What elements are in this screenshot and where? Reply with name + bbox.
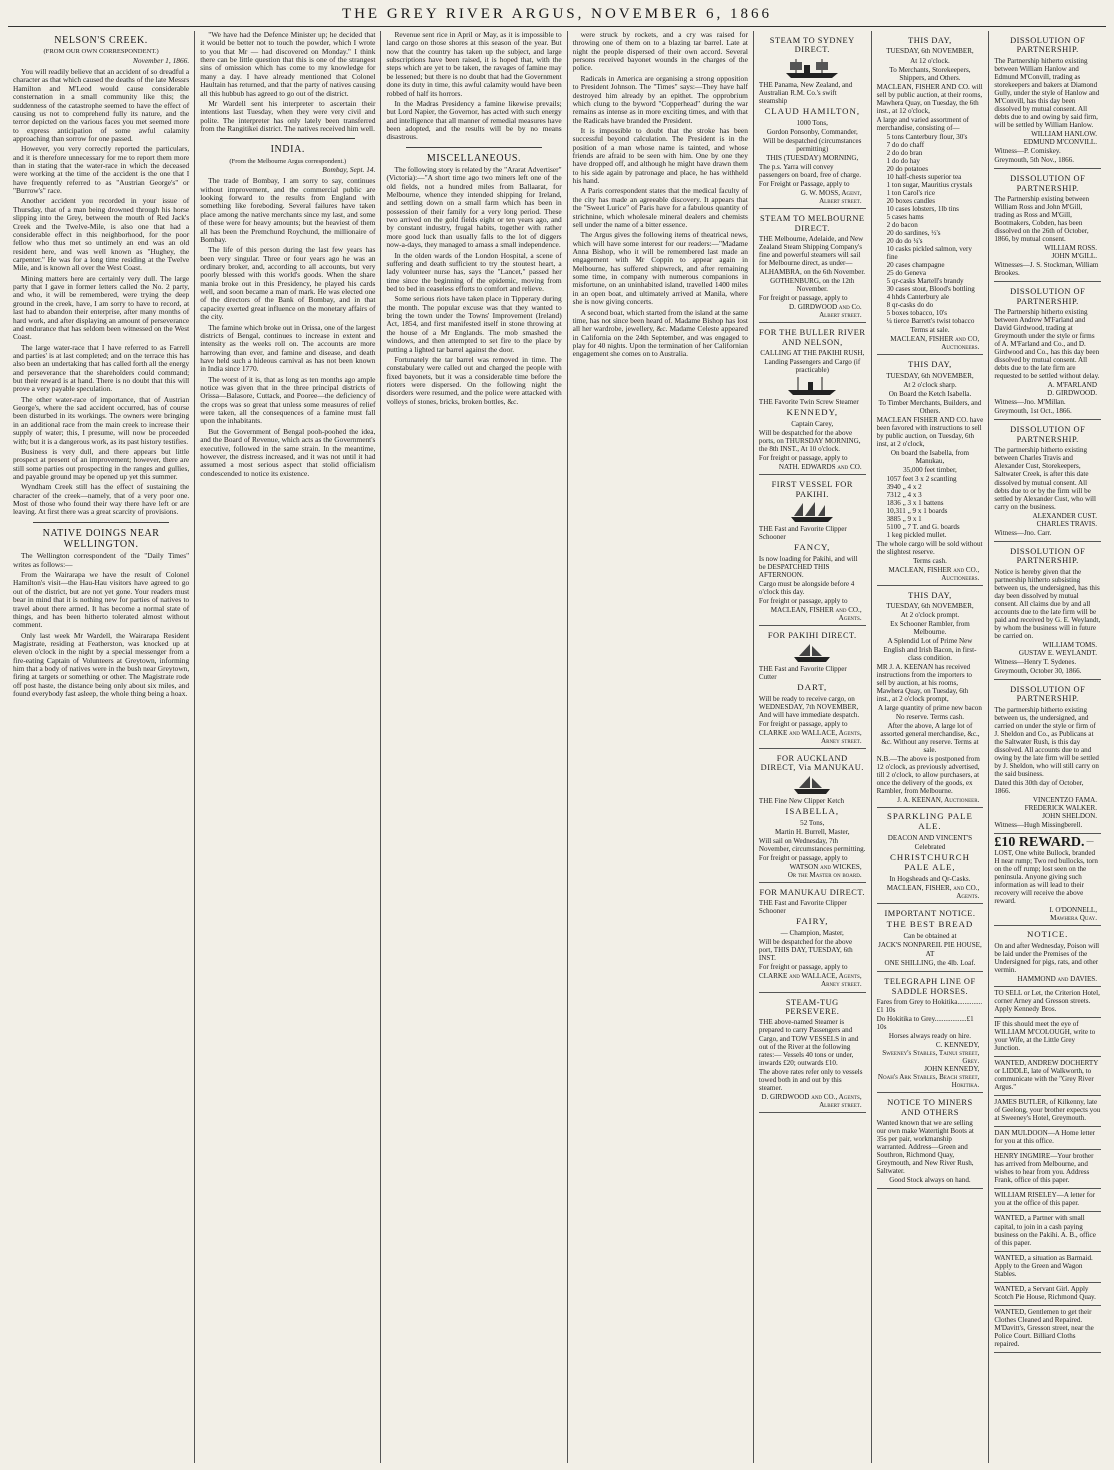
- ad-text: The Partnership hitherto existing between Andrew M'Farland and David Girdwood, trading at Greymouth under the style or firms of A. M'Farland and Co., and D. Girdwood and Co., has this day been dissolved by mutual consent. All debts due to the late firm are requested to be settled without delay.: [994, 308, 1100, 381]
- ad-text: For freight or passage, apply to: [758, 963, 848, 972]
- ad-text: The above rates refer only to vessels towed both in and out by this steamer.: [758, 1067, 863, 1092]
- list-item: 20 do potatoes: [886, 164, 928, 173]
- ad-saddle-horses: [877, 972, 984, 1093]
- ad-dissolution-toms: [994, 542, 1101, 680]
- list-item: 7312 „ 4 x 3: [886, 490, 922, 499]
- short-ad: [994, 1057, 1101, 1096]
- divider: [406, 147, 541, 148]
- steamship-icon: [784, 376, 840, 396]
- ad-text: JAMES BUTLER, of Kilkenny, late of Geelong, your brother expects you at Sweeney's Hotel, Greymouth.: [994, 1098, 1101, 1123]
- paragraph: In the olden wards of the London Hospital, a scene of suffering and death sufficient to try the stoutest heart, a lady volunteer nurse has, says the "Lancet," passed her time since the beginning of the epidemic, moving from bed to bed in ceaseless efforts to comfort and relieve.: [386, 250, 562, 293]
- ad-text: THE Fast and Favorite Clipper Schooner: [758, 899, 847, 916]
- list-item: 20 do sardines, ½'s: [886, 228, 941, 237]
- ad-buller-river: [759, 323, 866, 475]
- ad-text: WANTED, Gentlemen to get their Clothes Cleaned and Repaired. M'Davitt's, Gresson street, near the Police Court. Billiard Cloths repaired.: [994, 1307, 1094, 1348]
- paragraph: Mining matters here are certainly very dull. The large party that I gave in former letters called the No. 2 party, and who, it will be remembered, were trying the deep ground in the creek, have, I am sorry to have to record, at last had to abandon their enterprise, after many months of hard work, and after displaying an amount of perseverance and endurance that has seldom been witnessed on the West Coast.: [13, 273, 190, 342]
- list-item: 1 ton Carol's rice: [886, 188, 935, 197]
- paragraph: Revenue sent rice in April or May, as it is impossible to land cargo on those shores at this season of the year. But now that the country has taken up the subject, and large subscriptions have been raised, it is hoped that, with the steps which are yet to be taken, the ravages of famine may be lessened; but there is no doubt that had the Government done its duty in time, this awful calamity would have been robbed of half its horrors.: [386, 31, 562, 98]
- paragraph: A Paris correspondent states that the medical faculty of the city has made an agreeable discovery. It appears that the "Sweet Lurice" of Paris have for a fabulous quantity of strichnine, which wholesale mineral dealers and chemists sell under the name of a bitter essence.: [572, 186, 748, 229]
- divider: [220, 138, 355, 139]
- dateline: Bombay, Sept. 14.: [322, 165, 376, 175]
- divider: [33, 522, 169, 523]
- ad-heading: DISSOLUTION OF PARTNERSHIP.: [1010, 36, 1086, 55]
- ad-text: For freight or passage, apply to: [758, 719, 848, 728]
- ad-auction-bacon: [877, 586, 984, 808]
- ad-heading: SPARKLING PALE ALE.: [886, 810, 973, 831]
- ad-text: The Partnership existing between William Ross and John M'Gill, trading as Ross and M'Gill, Bootmakers, Cobden, has been dissolved on the 26th of October, 1866, by mutual consent.: [994, 195, 1090, 244]
- list-item: 1057 feet 3 x 2 scantling: [886, 474, 957, 483]
- ad-first-vessel-pakihi: [759, 475, 866, 626]
- signature: GUSTAV E. WEYLANDT.: [1018, 648, 1098, 657]
- signature: JOHN M'GILL.: [1051, 252, 1098, 261]
- ad-text: For freight or passage, apply to: [758, 597, 848, 606]
- ad-dissolution-hanlow: [994, 31, 1101, 169]
- sailing-ship-icon: [790, 643, 834, 663]
- list-item: 10 cases lobsters, 1lb tins: [886, 204, 959, 213]
- master: — Champion, Master,: [780, 929, 844, 938]
- auction-day: TUESDAY, 6th NOVEMBER,: [886, 602, 974, 611]
- auction-time: At 2 o'clock prompt.: [900, 611, 960, 620]
- witness: Witness—Jno. M'Millan.: [994, 398, 1066, 407]
- item-list: [877, 133, 984, 325]
- sailing-time: Is now loading for Pakihi, and will be DESPATCHED THIS AFTERNOON.: [758, 555, 858, 580]
- ad-text: WANTED, ANDREW DOCHERTY or LIDDLE, late of Walkworth, to communicate with the "Grey River Argus.": [994, 1059, 1099, 1092]
- ad-notice-poison: [994, 926, 1101, 987]
- paragraph: It is impossible to doubt that the stroke has been successful beyond calculation. The President is in the position of a man whose name is tainted, and whose friends are afraid to be seen with him. One by one they have dropped off, and although he might have drawn them to his side again by patronage and place, he has withheld his hand.: [572, 125, 748, 186]
- ad-heading: DISSOLUTION OF PARTNERSHIP.: [1010, 174, 1086, 193]
- paragraph: The trade of Bombay, I am sorry to say, continues without improvement, and the commercial public are looking forward to the results from England with something like foreboding. Several failures have taken place among the native merchants since my last, and some of these were for heavy amounts; but the heaviest of them all has been the Premchund Roychund, the millionaire of Bombay.: [200, 176, 376, 244]
- ad-heading: DISSOLUTION OF PARTNERSHIP.: [1010, 287, 1086, 306]
- ad-dissolution-sheldon: [994, 680, 1101, 834]
- address: Sweeney's Stables, Tainui street, Grey.: [882, 1049, 980, 1066]
- ad-text: THE Fine New Clipper Ketch: [758, 796, 845, 805]
- sailing-time: Will be ready to receive cargo, on WEDNESDAY, 7th NOVEMBER, And will have immediate despatch.: [758, 694, 860, 719]
- short-ad: [994, 1283, 1101, 1306]
- article-heading-native-doings: NATIVE DOINGS NEAR WELLINGTON.: [42, 527, 160, 551]
- ad-heading: FOR PAKIHI DIRECT.: [767, 631, 857, 641]
- list-item: 2 do do bran: [886, 148, 923, 157]
- ad-text: IF this should meet the eye of WILLIAM M'COLOUGH, write to your Wife, at the Little Grey Junction.: [994, 1020, 1096, 1053]
- ad-text: DAN MULDOON—A Home letter for you at this office.: [994, 1129, 1095, 1146]
- list-item: 1 ton sugar, Mauritius crystals: [886, 180, 973, 189]
- short-ad: [994, 1252, 1101, 1283]
- list-item: 20 boxes candles: [886, 196, 936, 205]
- ad-text: On and after Wednesday, Poison will be laid under the Premises of the Undersigned for pigs, rats, and other vermin.: [994, 942, 1100, 975]
- list-item: 20 cases champagne: [886, 260, 945, 269]
- signature: EDMUND M'CONVILL.: [1023, 138, 1098, 147]
- ad-text: After the above, A large lot of assorted general merchandise, &c., &c. Without any reserve. Terms at sale.: [880, 721, 980, 754]
- paragraph: The life of this person during the last few years has been very singular. Three or four years ago he was an ordinary broker, and, according to all accounts, but very poorly blessed with this world's goods. When the share mania broke out in this Presidency, he played his cards well, and soon became a man of mark. He was elected one of the directors of the Bank of Bombay, and in that capacity exerted great influence on the monetary affairs of the city.: [200, 245, 376, 322]
- terms: Terms cash.: [913, 556, 947, 565]
- ad-text: Can be obtained at: [903, 932, 957, 941]
- ship-name: ISABELLA,: [785, 805, 840, 816]
- list-item: 5100 „ 7 T. and G. boards: [886, 522, 960, 531]
- ship-name: FANCY,: [794, 542, 831, 553]
- ad-heading: FOR MANUKAU DIRECT.: [759, 887, 865, 897]
- ad-text: To Timber Merchants, Builders, and Others.: [878, 398, 982, 415]
- column-auctions: [871, 31, 989, 1463]
- ad-text: WILLIAM RISELEY—A letter for you at the office of this paper.: [994, 1191, 1095, 1208]
- ad-text: The whole cargo will be sold without the slightest reserve.: [876, 539, 983, 556]
- auction-day: TUESDAY, 6th NOVEMBER,: [886, 371, 974, 380]
- witness: Witness—P. Comiskey.: [994, 147, 1061, 156]
- list-item: 1 do do hay: [886, 156, 920, 165]
- ad-text: WANTED, a situation as Barmaid. Apply to the Green and Wagon Stables.: [994, 1253, 1093, 1278]
- signature: A. M'FARLAND: [1047, 381, 1098, 390]
- sailing-time: Will be despatched for the above port, THIS DAY, TUESDAY, 6th INST.: [758, 938, 853, 963]
- ad-auction-timber: [877, 355, 984, 586]
- product-name: CHRISTCHURCH PALE ALE,: [889, 851, 970, 872]
- address: Or the Master on board.: [787, 870, 862, 879]
- address: Mawhera Quay.: [1050, 914, 1098, 923]
- list-item: 2 do bacon: [886, 220, 918, 229]
- list-item: 10 half-chests superior tea: [886, 172, 962, 181]
- ad-text: On Board the Ketch Isabella.: [888, 389, 972, 398]
- agent: D. GIRDWOOD and CO., Agents,: [761, 1092, 862, 1101]
- list-item: 5 cases hams: [886, 212, 924, 221]
- paragraph: A second boat, which started from the island at the same time, has not since been heard of. Madame Bishop has lost all her wardrobe, jewellery, &c. Madame Celeste appeared in California on the 24th September, and was engaged to play for 40 nights. Upon the termination of her Californian engagement she comes on to Australia.: [572, 307, 748, 359]
- paragraph: The large water-race that I have referred to as Farrell and parties' is at last completed; and on the terrace this has also been an undertaking that has called forth all the energy and perseverance that the shareholders could command; but their reward is at hand. There is no doubt that this will prove a very payable speculation.: [13, 342, 190, 394]
- ship-name: FAIRY,: [796, 916, 829, 927]
- ad-text: A Splendid Lot of Prime New English and Irish Bacon, in first-class condition.: [883, 637, 977, 662]
- short-ad: [994, 987, 1101, 1018]
- list-item: 20 do do ¼'s: [886, 236, 923, 245]
- ad-text: Will be despatched (circumstances permitting): [763, 136, 862, 153]
- sailing-line: GOTHENBURG, on the 12th November.: [770, 277, 855, 294]
- ad-text: For freight or passage, apply to: [758, 294, 848, 303]
- signature: WILLIAM ROSS.: [1044, 244, 1098, 253]
- ad-auckland-direct: [759, 749, 866, 883]
- ad-text: —LOST, One white Bullock, branded H near rump; Two red bullocks, torn on the off rump; lost seen on the peninsula. Anyone giving such information as will lead to their recovery will receive the above reward.: [994, 836, 1098, 906]
- column-notices: [988, 31, 1106, 1463]
- ad-heading: TELEGRAPH LINE OF SADDLE HORSES.: [884, 977, 976, 996]
- date: Greymouth, 1st Oct., 1866.: [994, 407, 1072, 416]
- short-ad: [994, 1096, 1101, 1127]
- ad-text: TO SELL or Let, the Criterion Hotel, corner Arney and Gresson streets. Apply Kennedy Bros.: [994, 989, 1100, 1014]
- quantity: 35,000 feet timber,: [903, 465, 957, 474]
- ad-text: Horses always ready on hire.: [888, 1032, 972, 1041]
- price: ONE SHILLING, the 4lb. Loaf.: [884, 959, 976, 968]
- column-shipping: [753, 31, 871, 1463]
- ad-text: The Partnership hitherto existing between William Hanlow and Edmund M'Convill, trading as storekeepers and bakers at Diamond Gully, under the style of Hanlow and M'Convill, has this day been dissolved by mutual consent. All debts due to and owing by said firm, will be settled by William Hanlow.: [994, 56, 1100, 130]
- short-ad: [994, 1018, 1101, 1057]
- ad-auction-merchandise: [877, 31, 984, 355]
- list-item: ¼ tierce Barrett's twist tobacco: [886, 317, 975, 325]
- article-heading-nelsons-creek: NELSON'S CREEK.: [54, 35, 148, 46]
- signature: HAMMOND and DAVIES.: [1017, 975, 1098, 984]
- ad-manukau-direct: [759, 883, 866, 993]
- ad-steam-to-melbourne: [759, 209, 866, 323]
- ad-pale-ale: [877, 808, 984, 904]
- ad-text: THE above-named Steamer is prepared to carry Passengers and Cargo, and TOW VESSELS in and out of the River at the following rates:— Vessels 40 tons or under, inwards £20; outwards £10.: [758, 1018, 859, 1067]
- ad-best-bread: [877, 904, 984, 972]
- paragraph: Fortunately the tar barrel was removed in time. The constabulary were called out and charged the people with fixed bayonets, but it was a considerable time before the rioters were dispersed. On the following night the disorders were resumed, and the police were attacked with volleys of stones, bricks, broken bottles, &c.: [386, 354, 562, 406]
- ad-text: Good Stock always on hand.: [889, 1176, 971, 1185]
- article-heading-india: INDIA.: [270, 144, 306, 156]
- short-ad: [994, 1189, 1101, 1212]
- ad-text: Ex Schooner Rambler, from Melbourne.: [890, 620, 970, 637]
- signature: FREDERICK WALKER.: [1024, 803, 1098, 812]
- agent: WATSON and WICKES,: [789, 862, 862, 871]
- ad-heading: DISSOLUTION OF PARTNERSHIP.: [1010, 684, 1086, 704]
- sailing-time: THIS (TUESDAY) MORNING,: [766, 154, 859, 163]
- sailing-time: Will sail on Wednesday, 7th November, circumstances permitting.: [758, 836, 866, 853]
- paragraph: Wyndham Creek still has the effect of sustaining the character of the creek—namely, that of a very poor one. Most of those who found their way there have left or are leaving. At first there was a great scarcity of provisions.: [13, 482, 190, 517]
- short-ad: [994, 1306, 1101, 1353]
- ad-heading: STEAM-TUG PERSEVERE.: [785, 997, 840, 1016]
- agent: CLARKE and WALLACE, Agents,: [758, 972, 862, 981]
- master: Martin H. Burrell, Master,: [774, 827, 850, 836]
- paragraph: Mr Wardell sent his interpreter to ascertain their intentions last Tuesday, when they were very civil and polite. The interpreter has only lately been transferred from the Rangitikei district. The natives received him well.: [200, 98, 376, 133]
- tonnage: 1000 Tons,: [796, 118, 828, 127]
- ad-heading: THIS DAY,: [908, 360, 952, 370]
- terms: No reserve. Terms cash.: [895, 712, 965, 721]
- auction-time: At 12 o'clock.: [910, 56, 950, 65]
- ad-text: Wanted known that we are selling our own make Watertight Boots at 35s per pair, workmanship warranted. Address—Green and Southron, Richmond Quay, Greymouth, and New River Rush, Saltwater.: [876, 1119, 974, 1176]
- signature: JOHN SHELDON.: [1042, 811, 1098, 820]
- date: Greymouth, 5th Nov., 1866.: [994, 156, 1075, 165]
- ship-name: CLAUD HAMILTON,: [764, 106, 861, 117]
- paragraph: Business is very dull, and there appears but little prospect at present of an improvement; however, there are still some parties out prospecting in the ranges and gullies, and payable ground may be opened up yet this summer.: [13, 446, 190, 481]
- signature: I. O'DONNELL,: [1049, 906, 1098, 915]
- list-item: 3940 „ 4 x 2: [886, 482, 922, 491]
- ad-steam-to-sydney: [759, 31, 866, 209]
- fare-line: Fares from Grey to Hokitika..............£1 10s: [876, 998, 983, 1015]
- paragraph: You will readily believe that an accident of so dreadful a character as that which caused the deaths of the late Messrs Hamilton and M'Leod would cause considerable consternation in a small community like this; the suddenness of the catastrophe seemed to have the effect of causing us not to comprehend fully its nature, and the terror depicted on the various faces you met seemed more to express anticipation of some awful calamity approaching than sorrow for one passed.: [13, 67, 190, 143]
- ad-text: MR J. A. KEENAN has received instructions from the importers to sell by auction, at his rooms, Mawhera Quay, on Tuesday, 6th inst., at 2 o'clock prompt,: [876, 662, 972, 703]
- signature: MACLEAN, FISHER and CO, Auctioneers.: [890, 335, 980, 352]
- address: Albert street.: [819, 197, 862, 206]
- ad-heading: STEAM TO SYDNEY DIRECT.: [769, 36, 855, 55]
- witness: Witness—Jno. Carr.: [994, 528, 1052, 537]
- paragraph: However, you very correctly reported the particulars, and it is therefore unnecessary for me to report them more than in stating that the water-race in which the deceased were working at the time of the accident is the one that I have frequently referred to as "Austrian George's" or "Burrow's" race.: [13, 144, 190, 196]
- item-list: [877, 475, 984, 539]
- short-ad: [994, 1127, 1101, 1150]
- master: Gordon Ponsonby, Commander,: [766, 127, 858, 136]
- signature: VINCENTZO FAMA.: [1032, 795, 1098, 804]
- paragraph: The other water-race of importance, that of Austrian George's, where the sad accident occurred, has of course been disturbed in its workings. The owners were bringing in an additional race from the main creek to increase their supply of water; this, I presume, will now be proceeded with; but it is a dangerous work, as its past history testifies.: [13, 394, 190, 446]
- list-item: 1836 „ 3 x 1 battens: [886, 498, 944, 507]
- column-2: [194, 31, 380, 1463]
- ad-heading: IMPORTANT NOTICE.: [884, 908, 976, 918]
- byline: (FROM OUR OWN CORRESPONDENT.): [43, 48, 159, 56]
- ad-note: N.B.—The above is postponed from 12 o'clock, as previously advertised, till 2 o'clock, to allow purchasers, at once the delivery of the goods, ex Rambler, from Melbourne.: [876, 754, 980, 795]
- reward-heading: £10 REWARD.: [994, 834, 1085, 850]
- list-item: 30 cases stout, Blood's bottling: [886, 284, 975, 293]
- paragraph: In the Madras Presidency a famine likewise prevails; but Lord Napier, the Governor, has acted with such energy and intelligence that all manner of remedial measures have been adopted, and the results will be by no means disastrous.: [386, 98, 562, 142]
- ship-name: KENNEDY,: [786, 407, 839, 418]
- ad-heading: THIS DAY,: [908, 590, 952, 600]
- ad-text: For freight or passage, apply to: [758, 454, 848, 463]
- date: Dated this 30th day of October, 1866.: [994, 778, 1084, 795]
- ad-text: The partnership hitherto existing between us, the undersigned, and carried on under the style or firm of J. Sheldon and Co., as Publicans at the Saltwater Rush, is this day dissolved. All accounts due to and owing by the late firm will be settled by J. Sheldon, who will still carry on the said business.: [994, 705, 1099, 778]
- steamship-icon: [782, 57, 842, 79]
- list-item: 1 keg pickled mullet.: [886, 530, 947, 539]
- paragraph: The worst of it is, that as long as ten months ago ample notice was given that in the three principal districts of Orissa—Balasore, Cuttack, and Pooree—the deficiency of the crops was so great that unless some measures of relief were taken, all the consequences of a famine must fall upon the inhabitants.: [200, 374, 376, 426]
- paragraph: Only last week Mr Wardell, the Wairarapa Resident Magistrate, residing at Featherston, was knocked up at eleven o'clock in the night by a special messenger from a fire-eating Captain of Volunteers at Greytown, informing him that a body of natives were in the bush near Greytown, firing at targets or something or other. The Magistrate rode off post haste, the distance being only about six miles, and found everybody fast asleep, the whole thing being a hoax.: [13, 630, 190, 699]
- reward-text: [994, 834, 1101, 906]
- paragraph: The following story is related by the "Ararat Advertiser" (Victoria):—"A short time ago two miners left one of the old fields, not a hundred miles from Ballaarat, for Melbourne, whence they intended shipping for Ireland, and settling down on a small farm which has been in possession of their family for a very long period. These two arrived on the gold fields eight or ten years ago, and by constant industry, frugal habits, together with rather more good luck than usually falls to the lot of diggers now-a-days, they managed to amass a small independence.: [386, 164, 562, 250]
- address: Arney street.: [820, 736, 862, 745]
- ad-heading: STEAM TO MELBOURNE DIRECT.: [759, 214, 865, 233]
- ad-heading: FOR AUCKLAND DIRECT, Via MANUKAU.: [760, 753, 864, 773]
- short-ad: [994, 1212, 1101, 1251]
- list-item: 3885 „ 9 x 1: [886, 514, 922, 523]
- signature: JOHN KENNEDY,: [924, 1065, 980, 1074]
- paragraph: The famine which broke out in Orissa, one of the largest districts of Bengal, continues to increase in extent and intensity as the weeks roll on. The accounts are more harrowing than ever, and famine and disease, and death have held such a hideous carnival as has not been known in India since 1770.: [200, 322, 376, 374]
- terms: Terms at sale.: [910, 326, 950, 335]
- ad-heading: FIRST VESSEL FOR PAKIHI.: [771, 480, 853, 499]
- agent: NATH. EDWARDS and CO.: [778, 463, 862, 472]
- ad-text: WANTED, a Partner with small capital, to join in a cash paying business on the Pakihi. A. B., office of this paper.: [994, 1214, 1096, 1247]
- ad-text: The partnership hitherto existing between Charles Travis and Alexander Cust, Storekeepers, Saltwater Creek, is after this date dissolved by mutual consent. All debts due to or by the firm will be settled by Alexander Cust, who will carry on the business.: [994, 446, 1096, 511]
- paragraph: Some serious riots have taken place in Tipperary during the month. The popular excuse was that they wanted to bring the town under the Towns' Improvement (Ireland) Act, 1854, and first manifested itself in stone throwing at the house of a Mr Englands. The mob smashed the windows, and then attempted to set fire to the place by putting a lighted tar barrel against the door.: [386, 294, 562, 354]
- ad-text: To Merchants, Storekeepers, Shippers, and Others.: [889, 65, 971, 82]
- paragraph: The Wellington correspondent of the "Daily Times" writes as follows:—: [13, 551, 190, 569]
- article-heading-miscellaneous: MISCELLANEOUS.: [426, 152, 522, 164]
- paragraph: The Argus gives the following items of theatrical news, which will have some interest for our readers:—"Madame Anna Bishop, who it will be remembered last made an engagement with Mr Coppin to appear again in Melbourne, has suffered shipwreck, and after remaining some time, in company with numerous companions in misfortune, on an uninhabited island, travelled 1400 miles in an open boat, and ultimately arrived at Manila, where she is now giving concerts.: [572, 230, 748, 307]
- signature: MACLEAN, FISHER, and CO., Agents.: [886, 883, 980, 900]
- signature: J. A. KEENAN, Auctioneer.: [897, 795, 980, 804]
- ad-text: DEACON AND VINCENT'S: [887, 833, 973, 842]
- ad-text: THE BEST BREAD: [886, 919, 974, 930]
- list-item: 5 qr-casks Martell's brandy: [886, 276, 964, 285]
- list-item: 5 tons Canterbury flour, 30's: [886, 132, 968, 141]
- ad-notice-to-miners: [877, 1093, 984, 1189]
- column-1: [8, 31, 194, 1463]
- dateline: November 1, 1866.: [132, 55, 190, 65]
- paragraph: Radicals in America are organising a strong opposition to President Johnson. The "Times" says:—They have half destroyed him already by an epithet. The opprobrium which clung to the byword "Copperhead" during the war remains as intense as in more exciting times, and with that the Radicals have branded the President.: [572, 73, 748, 125]
- ad-heading: THIS DAY,: [908, 36, 952, 45]
- witness: Witness—Henry T. Sydenes.: [994, 657, 1077, 666]
- signature: CHARLES TRAVIS.: [1036, 519, 1098, 528]
- auction-time: At 2 o'clock sharp.: [903, 380, 957, 389]
- list-item: 10 casks pickled salmon, very fine: [886, 244, 972, 261]
- signature: D. GIRDWOOD.: [1047, 389, 1098, 398]
- ad-text: A large quantity of prime new bacon: [878, 703, 982, 712]
- ad-text: THE Fast and Favorite Clipper Cutter: [758, 664, 847, 681]
- paragraph: "We have had the Defence Minister up; he decided that it would be better not to touch the powder, which I wrote to you that Mr — had discovered on Monday." I think there can be little question that this is one of the strangest sins of omission which has come to my knowledge for many a day. I have already mentioned that Colonel Haultain has returned, and that the party of natives causing all this hubbub has agreed to go out of the district.: [200, 31, 376, 98]
- column-3: [380, 31, 566, 1463]
- address: Albert street.: [819, 311, 862, 320]
- list-item: 25 do Geneva: [886, 268, 927, 277]
- tonnage: 52 Tons,: [800, 818, 825, 827]
- ad-text: HENRY INGMIRE—Your brother has arrived from Melbourne, and wishes to hear from you. Address Frank, office of this paper.: [994, 1152, 1094, 1185]
- column-4: [567, 31, 753, 1463]
- ad-text: Cargo must be alongside before 4 o'clock this day.: [758, 580, 855, 597]
- ad-text: MACLEAN, FISHER AND CO. will sell by public auction, at their rooms, Mawhera Quay, on Tuesday, the 6th inst., at 12 o'clock,: [876, 82, 983, 115]
- ad-text: THE Fast and Favorite Clipper Schooner: [758, 525, 847, 542]
- ad-text: MACLEAN FISHER AND CO. have been favored with instructions to sell by public auction, on Tuesday, 6th inst, at 2 o'clock,: [876, 415, 984, 448]
- business-name: JACK'S NONPAREIL PIE HOUSE,: [878, 941, 982, 950]
- agent: MACLEAN, FISHER and CO., Agents.: [770, 606, 862, 623]
- ad-text: A large and varied assortment of merchandise, consisting of—: [876, 115, 969, 132]
- sailing-ship-icon: [790, 775, 834, 795]
- ad-pakihi-direct: [759, 626, 866, 749]
- sailing-line: ALHAMBRA, on the 6th November.: [759, 268, 866, 277]
- master: Captain Carey,: [791, 420, 834, 429]
- witness: Witnesses—J. S. Stockman, William Brookes.: [994, 261, 1099, 278]
- paragraph: From the Wairarapa we have the result of Colonel Hamilton's visit—the Hau-Hau visitors have agreed to go out of the district, but are not yet gone. Your readers must bear in mind that it is nothing new for parties of natives to travel about there armed. It has become a normal state of things, and has been hitherto tolerated almost without comment.: [13, 570, 190, 630]
- ad-subheading: Landing Passengers and Cargo (if practicable): [764, 358, 861, 375]
- ad-text: For Freight or Passage, apply to: [758, 180, 850, 189]
- list-item: 8 qr-casks do do: [886, 300, 934, 309]
- ship-name: DART,: [797, 681, 828, 692]
- signature: C. KENNEDY,: [935, 1041, 980, 1050]
- ad-text: For freight or passage, apply to: [758, 853, 848, 862]
- ad-reward: [994, 834, 1101, 926]
- ad-text: On board the Isabella, from Manukau,: [890, 448, 970, 465]
- ad-text: Notice is hereby given that the partnership hitherto subsisting between us, the undersigned, has this day been dissolved by mutual consent. All claims due by and all accounts due to the late firm will be paid and received by G. E. Weylandt, by whom the business will in future be carried on.: [994, 567, 1101, 640]
- sailing-time: Will be despatched for the above ports, on THURSDAY MORNING, the 8th INST., At 10 o'clock.: [758, 429, 861, 454]
- agent: D. GIRDWOOD and Co.: [789, 303, 862, 312]
- ad-text: THE Panama, New Zealand, and Australian R.M. Co.'s swift steamship: [758, 80, 853, 105]
- ad-text: THE Favorite Twin Screw Steamer: [758, 398, 859, 407]
- agent: CLARKE and WALLACE, Agents,: [758, 728, 862, 737]
- ad-dissolution-ross: [994, 169, 1101, 282]
- ad-text: In Hogsheads and Qr-Casks.: [889, 874, 971, 883]
- paragraph: Another accident you recorded in your issue of Thursday, that of a man being drowned through his horse slipping into the Grey, between the mouth of Red Jack's Creek and the Twelve-Mile, is also one that had a considerable effect in this neighborhood, for the poor fellow who thus met so untimely an end was an old resident here, and was well known as "Hughey, the carpenter." He was for a long time residing at the Twelve Mile, and is known all over the West Coast.: [13, 196, 190, 273]
- witness: Witness—Hugh Missingberell.: [994, 820, 1083, 829]
- ad-subheading: CALLING AT THE PAKIHI RUSH,: [760, 349, 865, 358]
- address: Noah's Ark Stables, Beach street, Hokitika.: [877, 1073, 980, 1090]
- ad-heading: DISSOLUTION OF PARTNERSHIP.: [1010, 425, 1086, 444]
- list-item: 10,311 „ 9 x 1 boards: [886, 506, 948, 515]
- ad-heading: DISSOLUTION OF PARTNERSHIP.: [1010, 546, 1086, 566]
- signature: WILLIAM HANLOW.: [1031, 130, 1098, 139]
- list-item: 4 hhds Canterbury ale: [886, 292, 950, 301]
- ad-heading: NOTICE.: [1026, 929, 1069, 940]
- masthead: THE GREY RIVER ARGUS, NOVEMBER 6, 1866: [8, 6, 1106, 27]
- fare-line: Do Hokitika to Grey..................£1 10s: [876, 1015, 974, 1032]
- paragraph: were struck by rockets, and a cry was raised for throwing one of them on to a blazing tar barrel. Late at night the people dispersed of their own accord. Several persons received bayonet wounds in the charges of the police.: [572, 31, 748, 73]
- ad-dissolution-travis: [994, 420, 1101, 541]
- paragraph: But the Government of Bengal pooh-poohed the idea, and the Board of Revenue, which acts as the Government's executive, followed in the same strain. In the meantime, however, the distress increased, and it was not until it had assumed a most serious aspect that stolid officialism condescended to notice its existence.: [200, 426, 376, 478]
- byline: (From the Melbourne Argus correspondent.): [229, 157, 347, 165]
- sailing-ship-icon: [787, 501, 837, 523]
- ad-text: WANTED, a Servant Girl. Apply Scotch Pie House, Richmond Quay.: [994, 1284, 1096, 1301]
- short-ad: [994, 1150, 1101, 1189]
- signature: MACLEAN, FISHER and CO., Auctioneers.: [888, 565, 980, 582]
- list-item: 7 do do chaff: [886, 140, 925, 149]
- ad-dissolution-mfarland: [994, 282, 1101, 420]
- ad-text: THE Melbourne, Adelaide, and New Zealand Steam Shipping Company's fine and powerful steamers will sail for Melbourne direct, as under—: [758, 235, 864, 268]
- auction-day: TUESDAY, 6th NOVEMBER,: [886, 47, 974, 56]
- ad-heading: FOR THE BULLER RIVER AND NELSON,: [759, 328, 866, 347]
- ad-steam-tug: [759, 993, 866, 1113]
- address: Arney street.: [820, 980, 862, 989]
- ad-text: AT: [925, 950, 935, 959]
- ad-text: Celebrated: [914, 842, 946, 851]
- signature: WILLIAM TOMS.: [1042, 640, 1098, 649]
- date: Greymouth, October 30, 1866.: [994, 666, 1082, 675]
- ad-heading: NOTICE TO MINERS AND OTHERS: [887, 1098, 973, 1117]
- address: Albert street.: [819, 1100, 862, 1109]
- signature: ALEXANDER CUST.: [1032, 511, 1098, 520]
- agent: G. W. MOSS, Agent,: [800, 189, 862, 198]
- list-item: 5 boxes tobacco, 10's: [886, 308, 947, 317]
- ad-text: The p.s. Yarra will convey passengers on board, free of charge.: [758, 163, 862, 180]
